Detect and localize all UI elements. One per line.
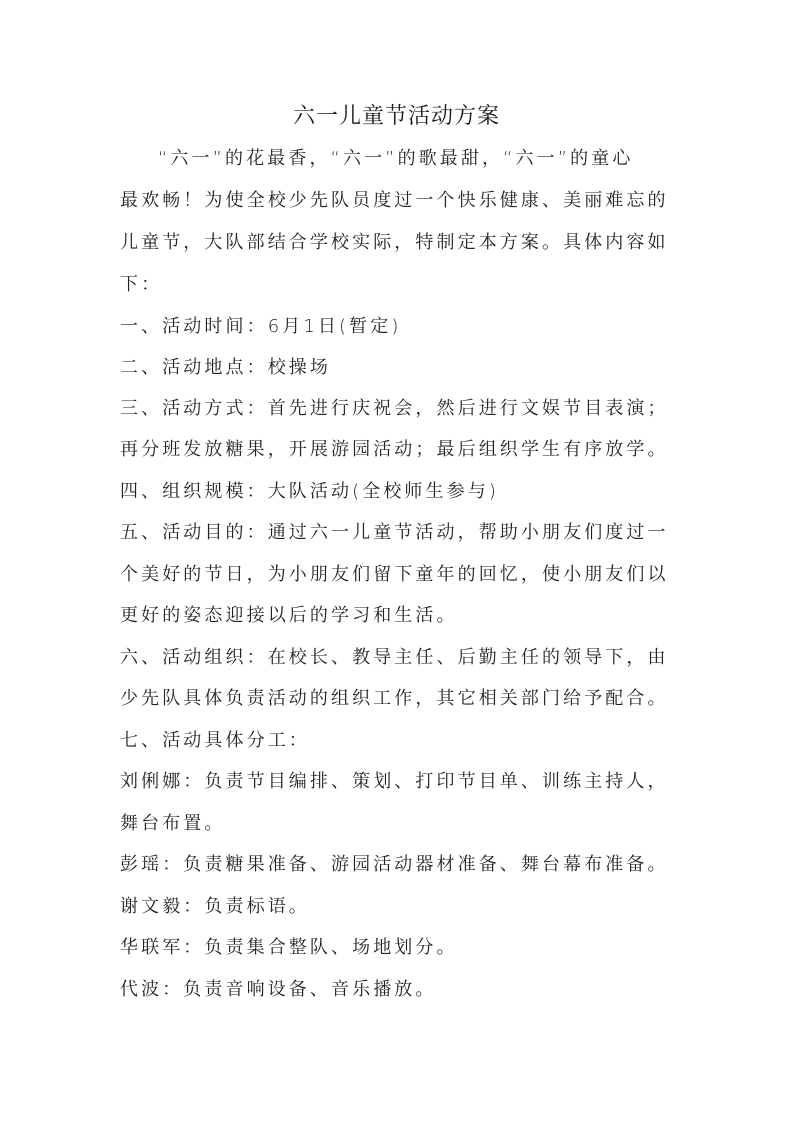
intro-paragraph-line: 儿童节，大队部结合学校实际，特制定本方案。具体内容如 [120, 232, 669, 253]
assignment-hua: 华联军：负责集合整队、场地划分。 [120, 937, 458, 958]
assignment-xie: 谢文毅：负责标语。 [120, 896, 310, 917]
assignment-liu: 刘俐娜：负责节目编排、策划、打印节目单、训练主持人， [120, 771, 669, 792]
document-title: 六一儿童节活动方案 [292, 104, 500, 129]
section-organization-cont: 少先队具体负责活动的组织工作，其它相关部门给予配合。 [120, 688, 669, 709]
intro-paragraph-line: “六一”的花最香，“六一”的歌最甜，“六一”的童心 [158, 148, 634, 169]
section-purpose: 五、活动目的：通过六一儿童节活动，帮助小朋友们度过一 [120, 522, 669, 543]
section-organization: 六、活动组织：在校长、教导主任、后勤主任的领导下，由 [120, 647, 669, 668]
section-purpose-cont: 个美好的节日，为小朋友们留下童年的回忆，使小朋友们以 [120, 564, 669, 585]
section-format-cont: 再分班发放糖果，开展游园活动；最后组织学生有序放学。 [120, 439, 669, 460]
section-purpose-cont: 更好的姿态迎接以后的学习和生活。 [120, 605, 458, 626]
intro-paragraph-line: 最欢畅！为使全校少先队员度过一个快乐健康、美丽难忘的 [120, 190, 669, 211]
section-time: 一、活动时间：6月1日(暂定) [120, 316, 402, 337]
intro-paragraph-line: 下： [120, 274, 163, 295]
assignment-peng: 彭瑶：负责糖果准备、游园活动器材准备、舞台幕布准备。 [120, 854, 669, 875]
assignment-liu-cont: 舞台布置。 [120, 813, 226, 834]
assignment-dai: 代波：负责音响设备、音乐播放。 [120, 979, 437, 1000]
section-division-heading: 七、活动具体分工： [120, 730, 310, 751]
section-format: 三、活动方式：首先进行庆祝会，然后进行文娱节目表演； [120, 398, 669, 419]
section-location: 二、活动地点：校操场 [120, 357, 331, 378]
section-scale: 四、组织规模：大队活动(全校师生参与) [120, 481, 499, 502]
